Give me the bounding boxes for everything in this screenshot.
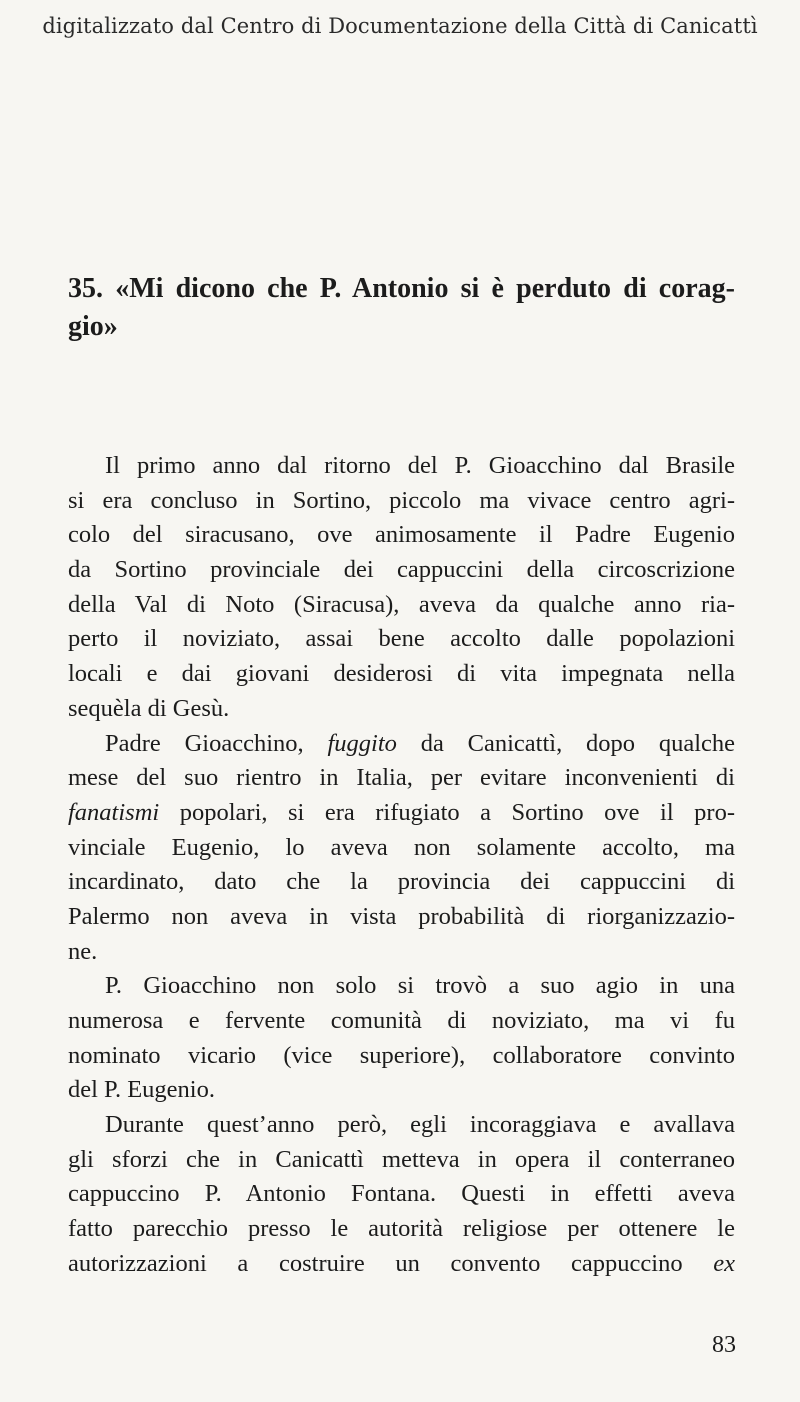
text-line: locali e dai giovani desiderosi di vita impegnata nella — [68, 660, 735, 688]
text-line — [68, 796, 735, 831]
text-line — [68, 1247, 735, 1282]
text-segment: Padre Gioacchino, — [105, 729, 304, 757]
text-line: mese del suo rientro in Italia, per evitare inconvenienti di — [68, 764, 735, 792]
text-line: fatto parecchio presso le autorità religiose per ottenere le — [68, 1215, 735, 1243]
text-line: incardinato, dato che la provincia dei cappuccini di — [68, 868, 735, 896]
text-line: numerosa e fervente comunità di noviziato, ma vi fu — [68, 1007, 735, 1034]
text-line: da Sortino provinciale dei cappuccini della circoscrizione — [68, 556, 735, 584]
paragraph — [68, 969, 735, 1108]
chapter-title — [68, 270, 735, 346]
text-line: sequèla di Gesù. — [68, 694, 230, 722]
paragraph — [68, 727, 735, 970]
text-segment: autorizzazioni a costruire un convento cappuccino — [68, 1249, 683, 1277]
text-line — [68, 727, 735, 762]
italic-term: fuggito — [327, 729, 397, 757]
text-segment: popolari, si era rifugiato a Sortino ove il pro- — [179, 798, 735, 826]
text-line: della Val di Noto (Siracusa), aveva da qualche anno ria- — [68, 590, 735, 618]
text-line: vinciale Eugenio, lo aveva non solamente accolto, ma — [68, 833, 735, 861]
text-line: nominato vicario (vice superiore), collaboratore convinto — [68, 1041, 735, 1069]
body-text — [68, 449, 735, 1282]
text-line: del P. Eugenio. — [68, 1076, 215, 1104]
digitization-watermark: digitalizzato dal Centro di Documentazione della Città di Canicattì — [42, 14, 758, 38]
text-segment: da Canicattì, dopo qualche — [420, 729, 735, 757]
paragraph — [68, 449, 735, 727]
text-line: gli sforzi che in Canicattì metteva in opera il conterraneo — [68, 1145, 735, 1173]
text-line: P. Gioacchino non solo si trovò a suo agio in una — [105, 972, 735, 1000]
italic-term: fanatismi — [68, 798, 160, 826]
text-line: Palermo non aveva in vista probabilità di riorganizzazio- — [68, 902, 735, 930]
paragraph — [68, 1108, 735, 1281]
text-line: cappuccino P. Antonio Fontana. Questi in effetti aveva — [68, 1180, 735, 1208]
page-number: 83 — [712, 1332, 736, 1358]
text-line: perto il noviziato, assai bene accolto dalle popolazioni — [68, 625, 735, 653]
text-line: colo del siracusano, ove animosamente il Padre Eugenio — [68, 521, 735, 549]
chapter-title-line: gio» — [68, 311, 118, 342]
text-line: si era concluso in Sortino, piccolo ma vivace centro agri- — [68, 486, 735, 514]
text-line: ne. — [68, 937, 98, 965]
italic-term: ex — [713, 1249, 735, 1277]
text-line: Il primo anno dal ritorno del P. Gioacchino dal Brasile — [105, 452, 735, 479]
chapter-title-line: 35. «Mi dicono che P. Antonio si è perduto di corag- — [68, 273, 735, 304]
text-line: Durante quest’anno però, egli incoraggiava e avallava — [105, 1111, 735, 1139]
